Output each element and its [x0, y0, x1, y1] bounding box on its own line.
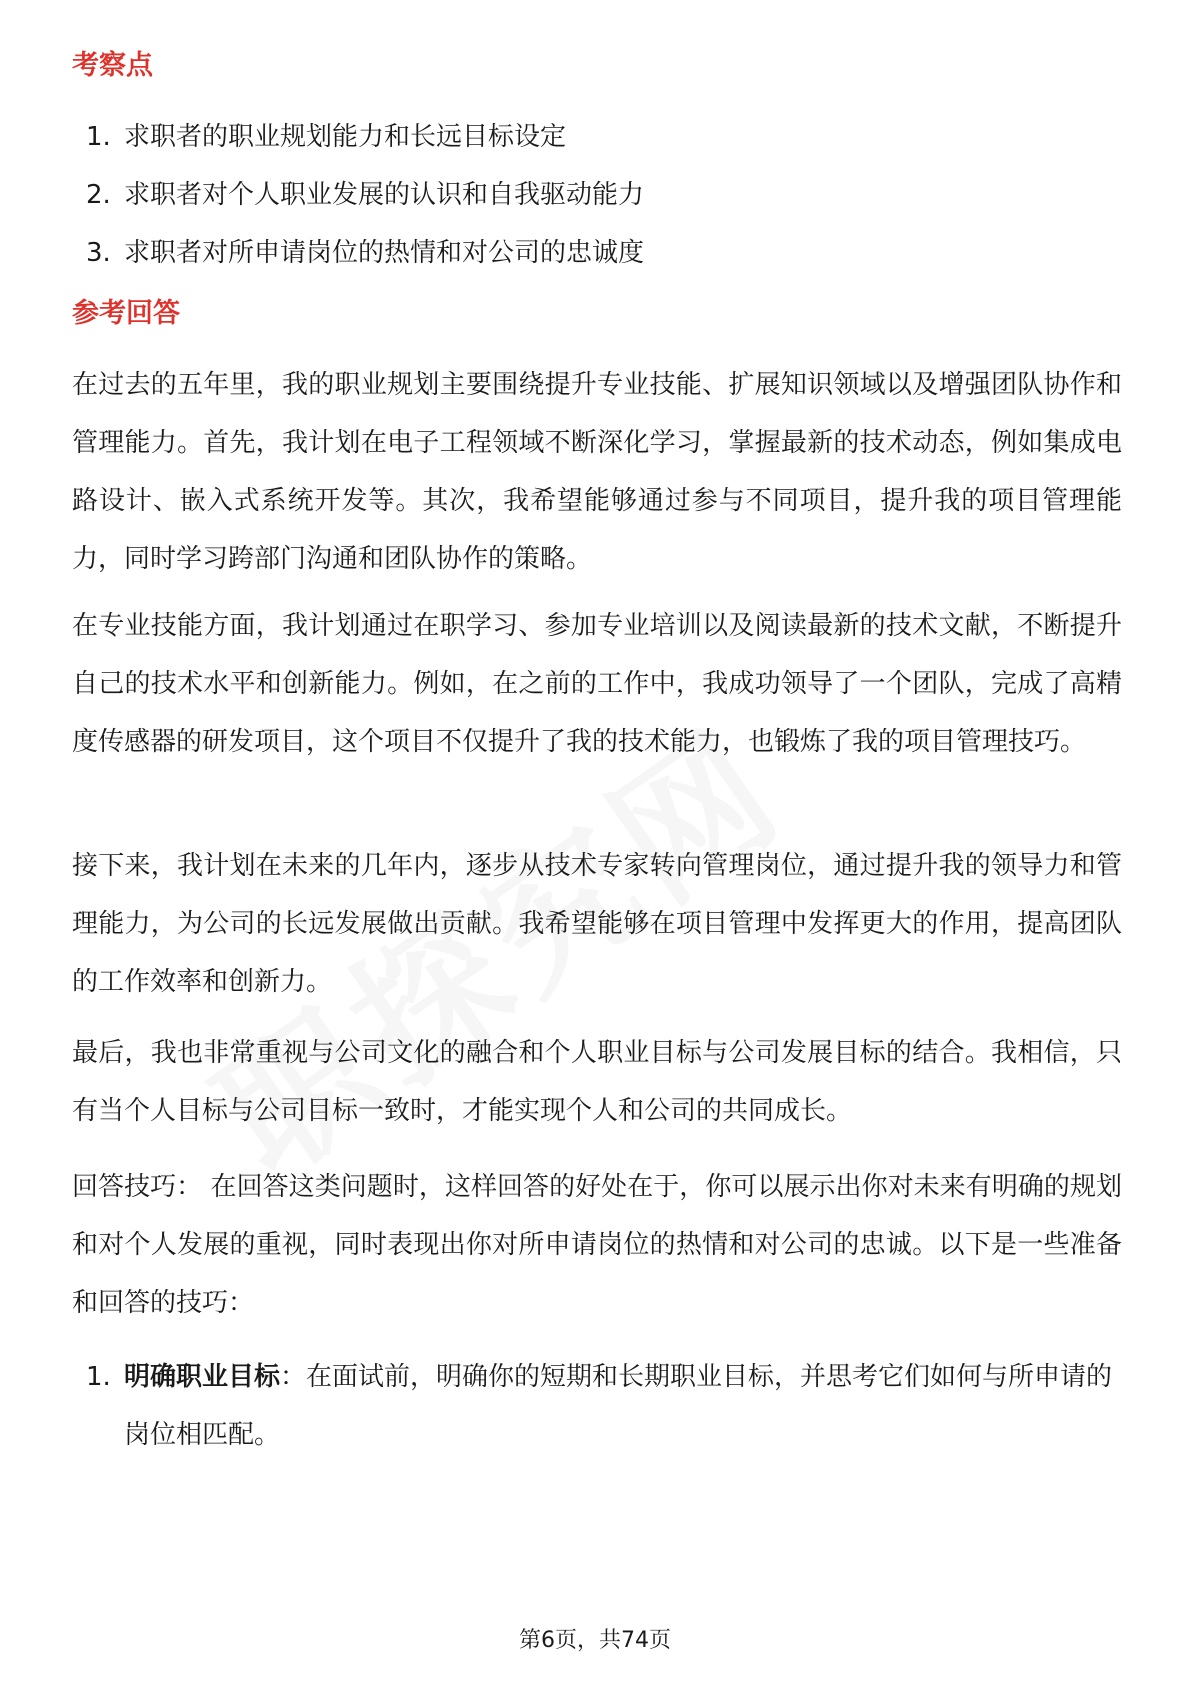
list-item: 2. 求职者对个人职业发展的认识和自我驱动能力: [86, 180, 645, 210]
focus-list: [72, 108, 644, 282]
answer-paragraph-4: 最后，我也非常重视与公司文化的融合和个人职业目标与公司发展目标的结合。我相信，只有当个人目标与公司目标一致时，才能实现个人和公司的共同成长。: [72, 1038, 1122, 1126]
list-item: 1. 求职者的职业规划能力和长远目标设定: [86, 122, 567, 152]
answer-tips-intro: 回答技巧： 在回答这类问题时，这样回答的好处在于，你可以展示出你对未来有明确的规划和对个人发展的重视，同时表现出你对所申请岗位的热情和对公司的忠诚。以下是一些准备和回答的技巧：: [72, 1172, 1122, 1318]
focus-section-title: 考察点: [72, 50, 153, 81]
answer-paragraph-3: 接下来，我计划在未来的几年内，逐步从技术专家转向管理岗位，通过提升我的领导力和管理能力，为公司的长远发展做出贡献。我希望能够在项目管理中发挥更大的作用，提高团队的工作效率和创新力。: [72, 851, 1122, 997]
list-item: 3. 求职者对所申请岗位的热情和对公司的忠诚度: [86, 238, 645, 268]
page-number: 第6页，共74页: [519, 1628, 671, 1653]
answer-section-title: 参考回答: [72, 298, 180, 329]
answer-paragraph-1: 在过去的五年里，我的职业规划主要围绕提升专业技能、扩展知识领域以及增强团队协作和管理能力。首先，我计划在电子工程领域不断深化学习，掌握最新的技术动态，例如集成电路设计、嵌入式系统开发等。其次，我希望能够通过参与不同项目，提升我的项目管理能力，同时学习跨部门沟通和团队协作的策略。: [72, 370, 1122, 574]
tips-list: [72, 1348, 1122, 1464]
list-item: 1. 明确职业目标：在面试前，明确你的短期和长期职业目标，并思考它们如何与所申请的岗位相匹配。: [86, 1362, 1113, 1450]
answer-paragraph-2: 在专业技能方面，我计划通过在职学习、参加专业培训以及阅读最新的技术文献，不断提升自己的技术水平和创新能力。例如，在之前的工作中，我成功领导了一个团队，完成了高精度传感器的研发项目，这个项目不仅提升了我的技术能力，也锻炼了我的项目管理技巧。: [72, 611, 1122, 757]
